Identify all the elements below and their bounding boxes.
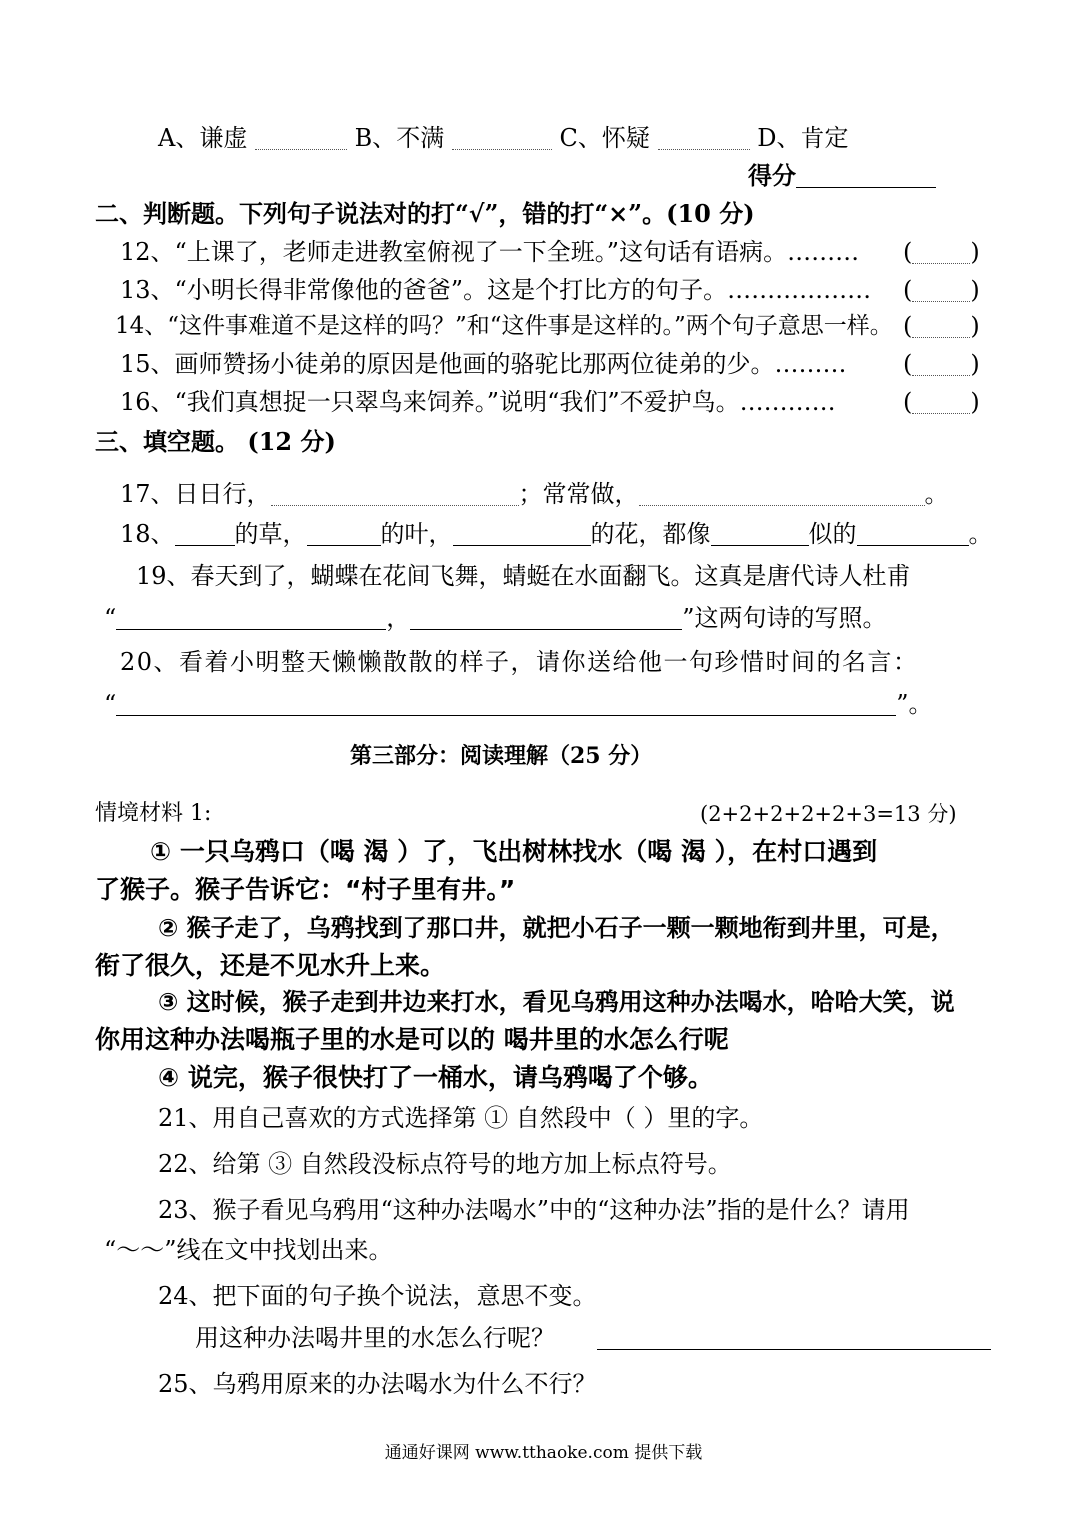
judge-text: 13、“小明长得非常像他的爸爸”。这是个打比方的句子。……………… (120, 276, 872, 304)
judge-item (120, 236, 859, 268)
fill-blank[interactable] (116, 691, 896, 716)
material-score: (2+2+2+2+2+3=13 分) (700, 802, 957, 826)
option-dots (452, 125, 552, 150)
paragraph-3: ③ 这时候，猴子走到井边来打水，看见乌鸦用这种办法喝水，哈哈大笑，说 (158, 988, 955, 1016)
judge-paren[interactable]: ( ) (903, 388, 980, 416)
question-19-blanks: “ ， ”这两句诗的写照。 (104, 604, 887, 632)
judge-item (115, 310, 893, 342)
judge-paren[interactable]: ( ) (903, 312, 980, 340)
score-row (748, 160, 936, 192)
option-b: B、不满 (354, 124, 445, 152)
fill-blank[interactable] (116, 605, 386, 630)
question-24-sentence: 用这种办法喝井里的水怎么行呢？ (195, 1324, 555, 1352)
fill-blank[interactable] (410, 605, 682, 630)
paragraph-1: ① 一只乌鸦口（喝 渴 ）了，飞出树林找水（喝 渴 ），在村口遇到 (150, 837, 878, 866)
judge-item (120, 386, 836, 418)
question-21: 21、用自己喜欢的方式选择第 ① 自然段中（ ）里的字。 (158, 1104, 764, 1132)
question-18: 18、 的草， 的叶， 的花，都像 似的 。 (120, 520, 993, 548)
material-label: 情境材料 1: (95, 801, 212, 826)
question-25: 25、乌鸦用原来的办法喝水为什么不行？ (158, 1370, 597, 1398)
fill-blank[interactable] (271, 481, 519, 506)
option-c: C、怀疑 (559, 124, 650, 152)
question-20-blank: “ ”。 (104, 690, 933, 718)
judge-text: 15、画师赞扬小徒弟的原因是他画的骆驼比那两位徒弟的少。……… (120, 350, 847, 378)
question-23: 23、猴子看见乌鸦用“这种办法喝水”中的“这种办法”指的是什么？请用 (158, 1196, 910, 1224)
judge-paren[interactable]: ( ) (903, 350, 980, 378)
fill-blank[interactable] (639, 481, 925, 506)
fill-blank[interactable] (711, 521, 809, 546)
section2-title: 二、判断题。下列句子说法对的打“√”，错的打“×”。(10 分) (95, 199, 755, 228)
options-row (158, 122, 848, 154)
judge-text: 12、“上课了，老师走进教室俯视了一下全班。”这句话有语病。……… (120, 238, 860, 266)
judge-item (120, 274, 871, 306)
question-24-blank[interactable] (597, 1322, 991, 1354)
option-dots (255, 125, 347, 150)
question-22: 22、给第 ③ 自然段没标点符号的地方加上标点符号。 (158, 1150, 732, 1178)
judge-paren[interactable]: ( ) (903, 276, 980, 304)
option-d: D、肯定 (757, 124, 849, 152)
paragraph-1-cont: 了猴子。猴子告诉它：“村子里有井。” (95, 875, 516, 904)
question-20: 20、看着小明整天懒懒散散的样子，请你送给他一句珍惜时间的名言： (120, 648, 919, 676)
question-19: 19、春天到了，蝴蝶在花间飞舞，蜻蜓在水面翻飞。这真是唐代诗人杜甫 (136, 562, 911, 590)
paragraph-2-cont: 衔了很久，还是不见水升上来。 (95, 951, 446, 980)
question-23-cont: “～～”线在文中找划出来。 (104, 1236, 393, 1264)
fill-blank[interactable] (307, 521, 381, 546)
option-a: A、谦虚 (158, 124, 248, 152)
score-blank[interactable] (796, 163, 936, 188)
judge-text: 16、“我们真想捉一只翠鸟来饲养。”说明“我们”不爱护鸟。………… (120, 388, 836, 416)
judge-paren[interactable]: ( ) (903, 238, 980, 266)
paragraph-4: ④ 说完，猴子很快打了一桶水，请乌鸦喝了个够。 (158, 1063, 713, 1092)
judge-item (120, 348, 847, 380)
fill-blank[interactable] (453, 521, 591, 546)
option-dots (658, 125, 750, 150)
part3-title: 第三部分：阅读理解（25 分） (350, 743, 653, 769)
question-17: 17、日日行， ；常常做， 。 (120, 480, 949, 508)
paragraph-2: ② 猴子走了，乌鸦找到了那口井，就把小石子一颗一颗地衔到井里，可是， (158, 914, 955, 942)
score-label: 得分 (748, 161, 796, 190)
fill-blank[interactable] (857, 521, 969, 546)
fill-blank[interactable] (175, 521, 235, 546)
paragraph-3-cont: 你用这种办法喝瓶子里的水是可以的 喝井里的水怎么行呢 (95, 1025, 729, 1054)
section3-title: 三、填空题。 (12 分) (95, 427, 336, 456)
fill-blank[interactable] (597, 1325, 991, 1350)
judge-text: 14、“这件事难道不是这样的吗？”和“这件事是这样的。”两个句子意思一样。 (115, 313, 893, 339)
page-footer: 通通好课网 www.tthaoke.com 提供下载 (384, 1443, 703, 1463)
question-24: 24、把下面的句子换个说法，意思不变。 (158, 1282, 597, 1310)
